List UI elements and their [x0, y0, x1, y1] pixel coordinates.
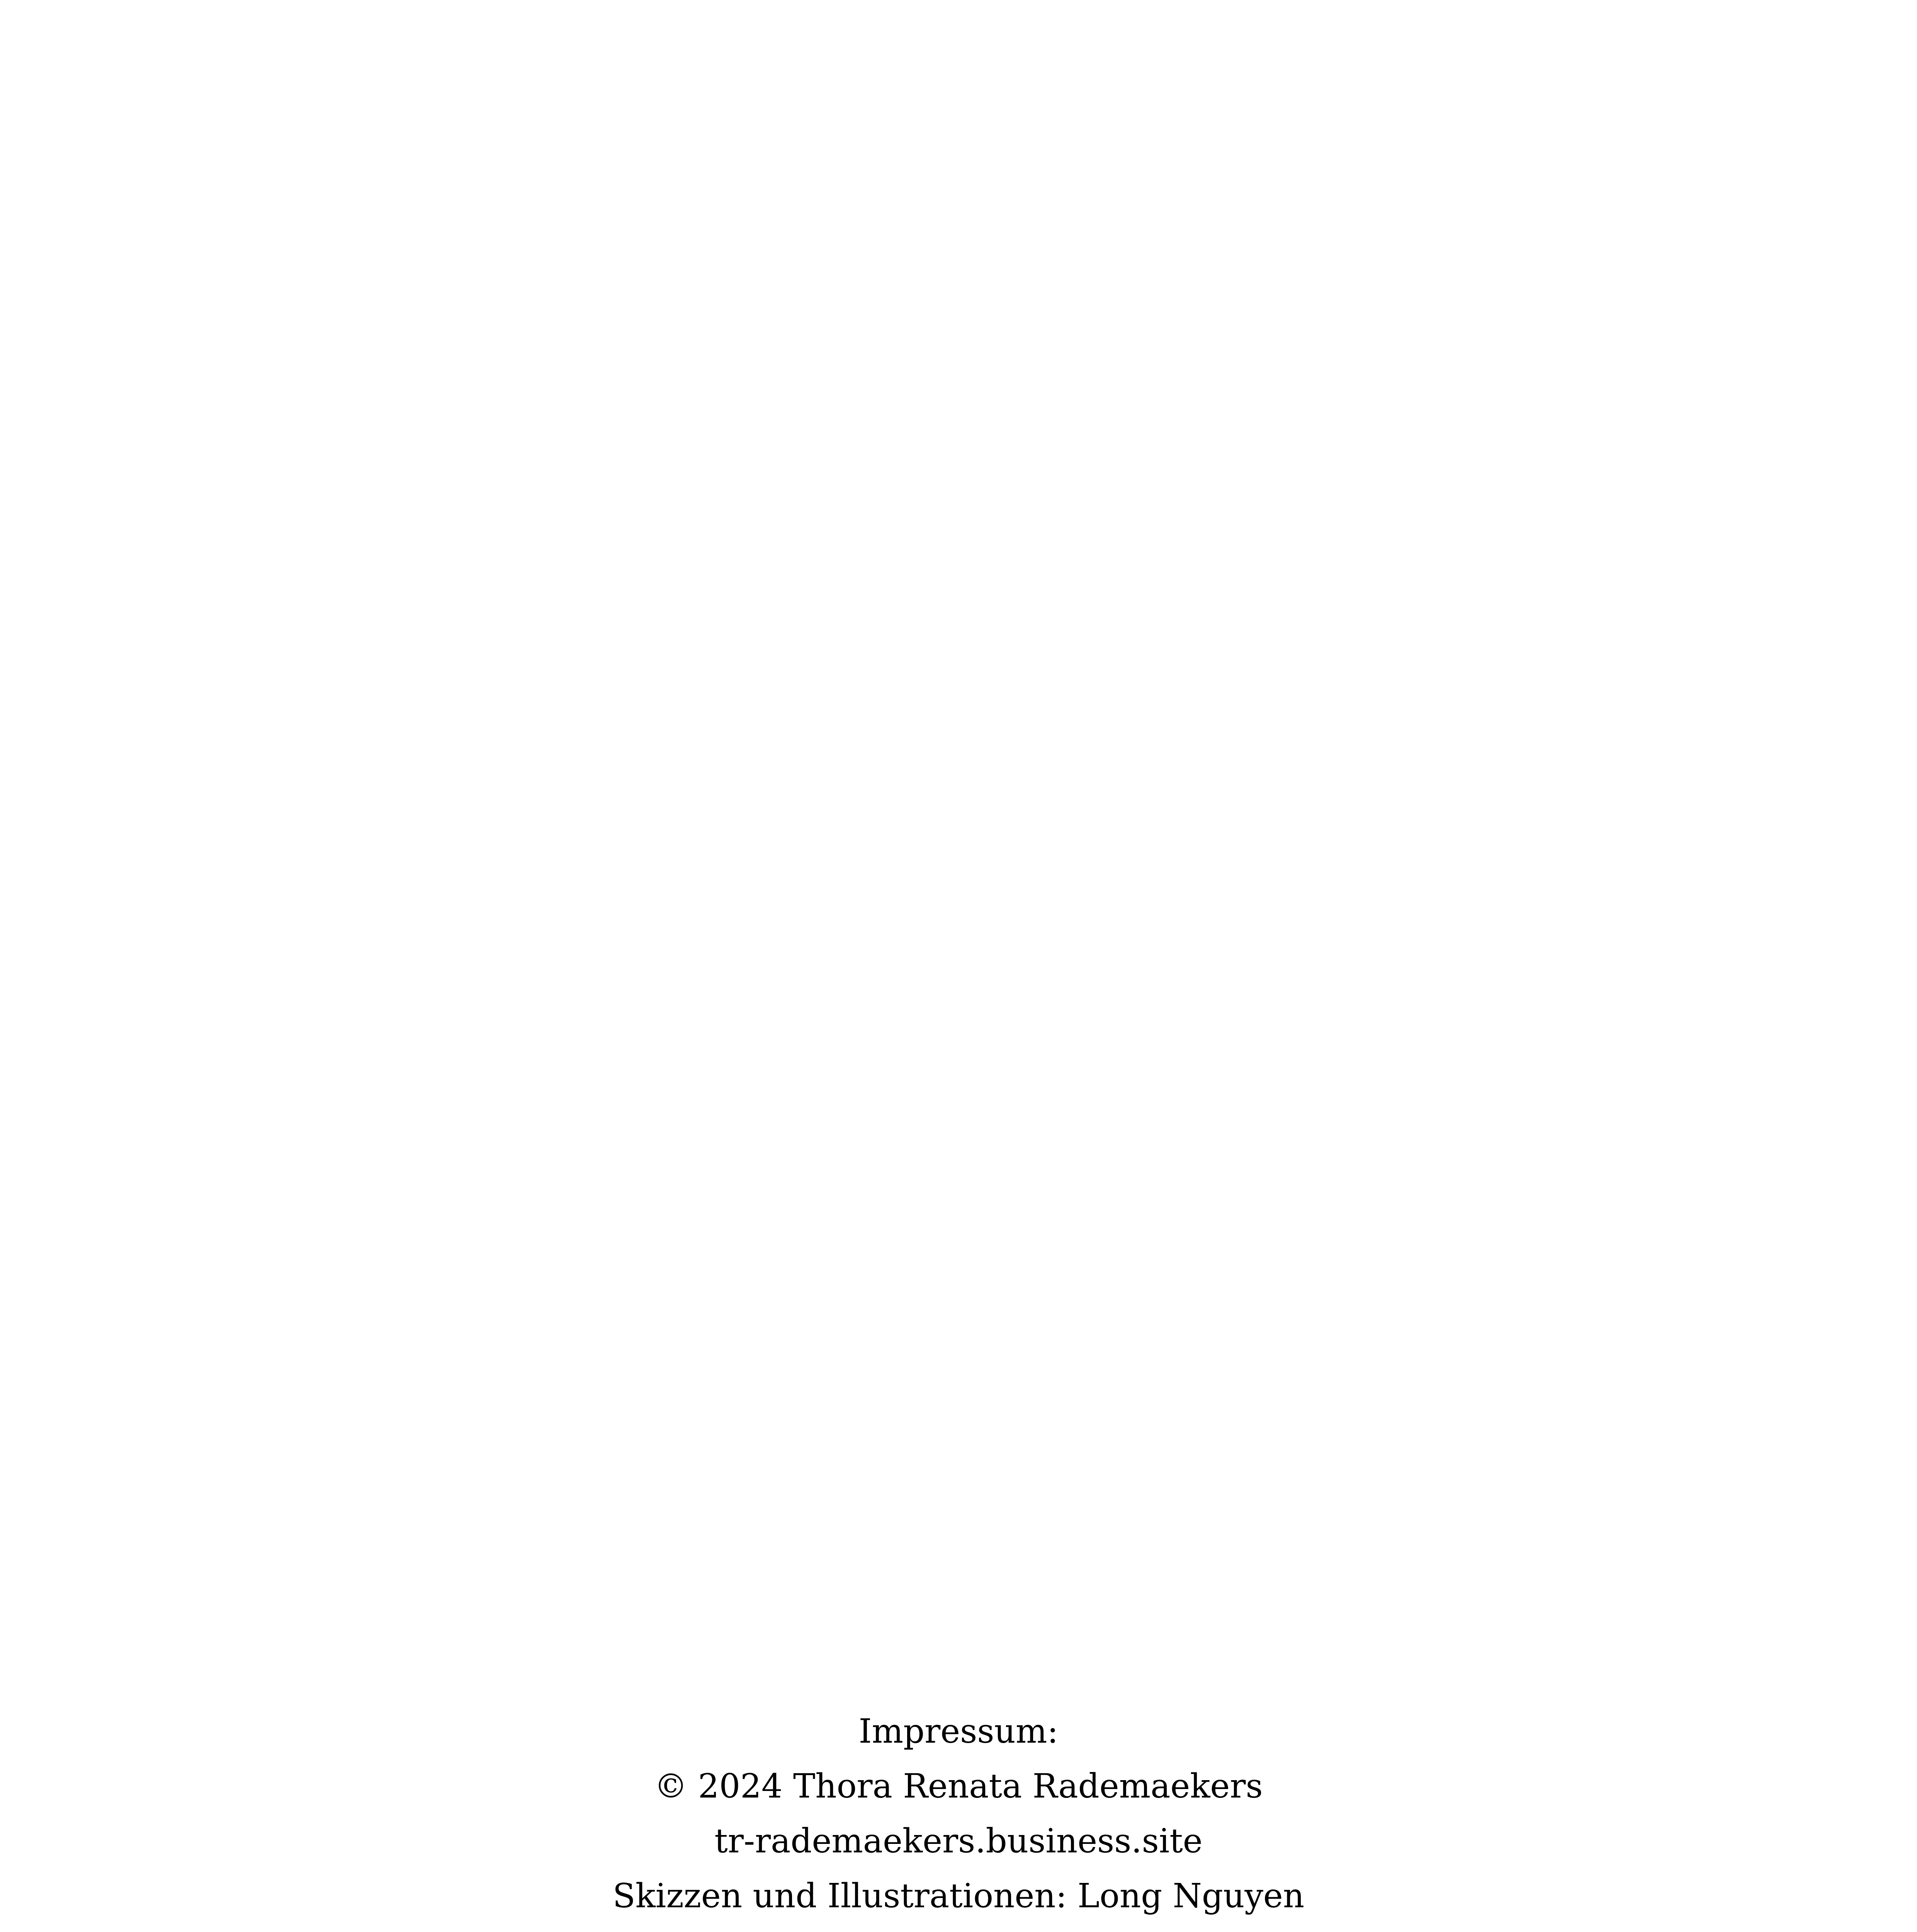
distribution-label: [0, 1923, 1917, 1932]
imprint-block: [0, 1704, 1917, 1932]
imprint-heading: Impressum:: [858, 1712, 1059, 1751]
website-line: tr-rademaekers.business.site: [714, 1822, 1203, 1861]
copyright-line: © 2024 Thora Renata Rademaekers: [654, 1767, 1263, 1806]
illustrations-credit: Skizzen und Illustrationen: Long Nguyen: [612, 1877, 1305, 1915]
